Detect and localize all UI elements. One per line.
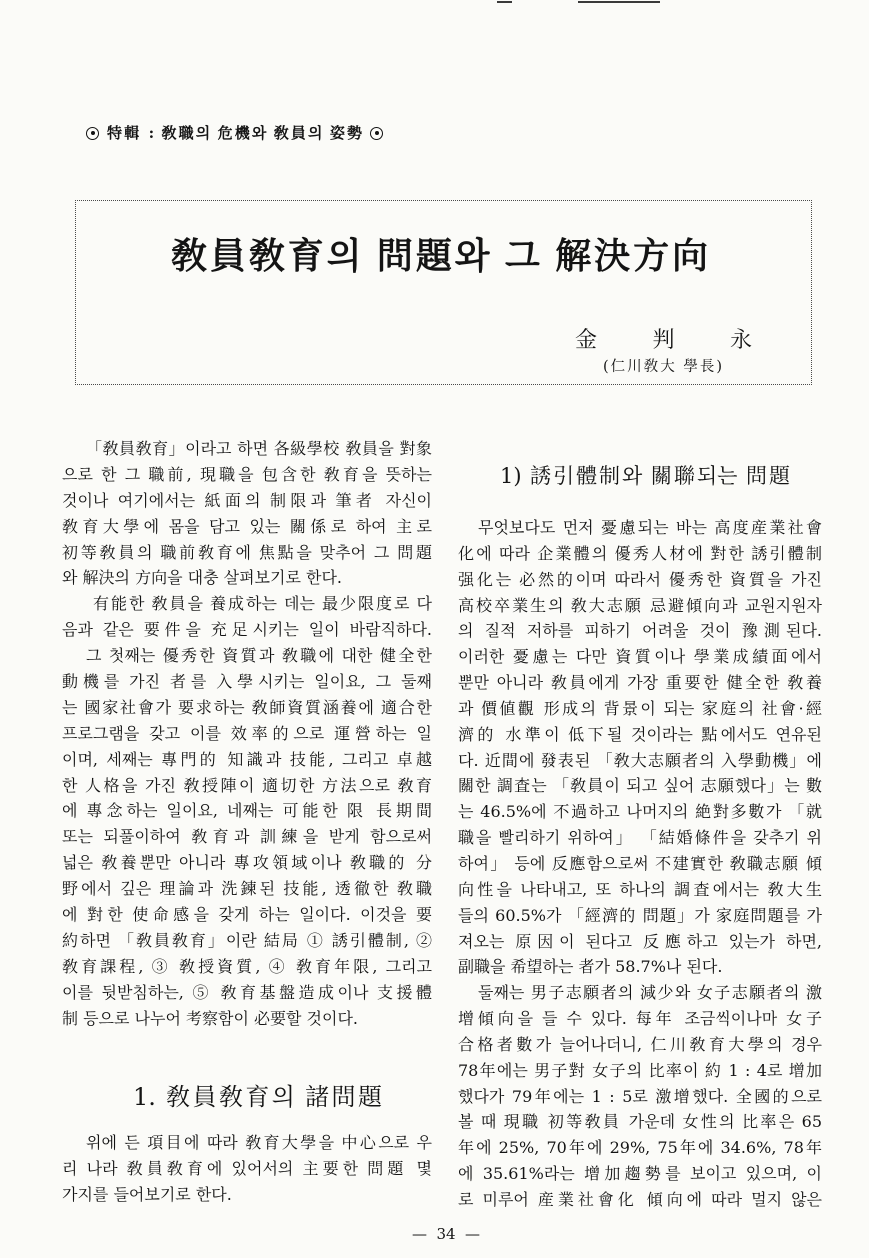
top-edge-mark bbox=[578, 1, 660, 3]
text-line: 「敎員敎育」이라고 하면 各級學校 敎員을 對象 bbox=[86, 439, 432, 458]
text-line: 에 對한 使命感을 갖게 하는 일이다. 이것을 要 bbox=[62, 905, 432, 925]
text-line: 또는 되풀이하여 敎育과 訓練을 받게 함으로써 bbox=[62, 827, 432, 847]
text-line: 다. 近間에 發表된 「敎大志願者의 入學動機」에 bbox=[458, 750, 822, 770]
text-line: 들의 60.5%가 「經濟的 問題」가 家庭問題를 가 bbox=[458, 905, 822, 925]
author-name: 金 判 永 bbox=[575, 328, 752, 353]
text-line: 로 미루어 産業社會化 傾向에 따라 멀지 않은 bbox=[458, 1189, 822, 1209]
text-line: 이며, 세째는 專門的 知識과 技能, 그리고 卓越 bbox=[62, 749, 432, 769]
text-line: 프로그램을 갖고 이를 效率的으로 運營하는 일 bbox=[62, 723, 432, 743]
text-line: 이를 뒷받침하는, ⑤ 敎育基盤造成이나 支援體 bbox=[62, 982, 432, 1002]
paragraph bbox=[458, 515, 822, 980]
title-box bbox=[75, 200, 812, 385]
text-line: 무엇보다도 먼저 憂慮되는 바는 高度産業社會 bbox=[478, 518, 822, 537]
text-line: 敎育大學에 몸을 담고 있는 關係로 하여 主로 bbox=[62, 516, 432, 536]
series-header bbox=[86, 122, 383, 144]
text-line: 向性을 나타내고, 또 하나의 調査에서는 敎大生 bbox=[458, 879, 822, 899]
article-title: 敎員敎育의 問題와 그 解決方向 bbox=[171, 235, 708, 277]
text-line: 78年에는 男子對 女子의 比率이 約 1 : 4로 增加 bbox=[458, 1060, 822, 1080]
subsection-heading: 1) 誘引體制와 關聯되는 問題 bbox=[500, 464, 790, 488]
text-line: 한 人格을 가진 敎授陣이 適切한 方法으로 敎育 bbox=[62, 775, 432, 795]
left-column-section-body bbox=[62, 1130, 432, 1208]
series-label: 特輯 : 敎職의 危機와 敎員의 姿勢 bbox=[107, 124, 362, 142]
text-line: 職을 빨리하기 위하여」 「結婚條件을 갖추기 위 bbox=[458, 828, 822, 848]
text-line: 强化는 必然的이며 따라서 優秀한 資質을 가진 bbox=[458, 569, 822, 589]
paragraph bbox=[62, 436, 432, 591]
section-heading: 1. 敎員敎育의 諸問題 bbox=[133, 1083, 382, 1111]
text-line: 化에 따라 企業體의 優秀人材에 對한 誘引體制 bbox=[458, 543, 822, 563]
circled-dot-icon bbox=[86, 127, 99, 140]
text-line: 져오는 原因이 된다고 反應하고 있는가 하면, bbox=[458, 931, 822, 951]
text-line: 動機를 가진 者를 入學시키는 일이요, 그 둘째 bbox=[62, 672, 432, 692]
text-line: 그 첫째는 優秀한 資質과 敎職에 대한 健全한 bbox=[86, 646, 432, 666]
paragraph bbox=[62, 643, 432, 1031]
paragraph bbox=[62, 591, 432, 643]
text-line: 에 35.61%라는 增加趨勢를 보이고 있으며, 이 bbox=[458, 1164, 822, 1184]
text-line: 關한 調査는 「敎員이 되고 싶어 志願했다」는 數 bbox=[458, 776, 822, 796]
text-line: 約하면 「敎員敎育」이란 結局 ① 誘引體制, ② bbox=[62, 930, 432, 950]
text-line: 하여」 등에 反應함으로써 不建實한 敎職志願 傾 bbox=[458, 853, 822, 873]
text-line: 와 解決의 方向을 대충 살펴보기로 한다. bbox=[62, 568, 342, 588]
page-number: — 34 — bbox=[412, 1225, 480, 1243]
text-line: 넓은 敎養뿐만 아니라 專攻領域이나 敎職的 分 bbox=[62, 853, 432, 873]
text-line: 는 46.5%에 不過하고 나머지의 絶對多數가 「就 bbox=[458, 802, 822, 822]
text-line: 制 등으로 나누어 考察함이 必要할 것이다. bbox=[62, 1008, 358, 1028]
paragraph bbox=[458, 980, 822, 1213]
text-line: 가지를 들어보기로 한다. bbox=[62, 1185, 232, 1204]
left-column bbox=[62, 436, 432, 1031]
top-edge-mark bbox=[497, 1, 512, 3]
circled-dot-icon bbox=[370, 127, 383, 140]
text-line: 이러한 憂慮는 다만 資質이나 學業成績面에서 bbox=[458, 647, 822, 667]
text-line: 增傾向을 들 수 있다. 每年 조금씩이나마 女子 bbox=[458, 1009, 822, 1029]
text-line: 敎育課程, ③ 敎授資質, ④ 敎育年限, 그리고 bbox=[62, 956, 432, 976]
text-line: 初等敎員의 職前敎育에 焦點을 맞추어 그 問題 bbox=[62, 542, 432, 562]
text-line: 뿐만 아니라 敎員에게 가장 重要한 健全한 敎養 bbox=[458, 673, 822, 693]
text-line: 위에 든 項目에 따라 敎育大學을 中心으로 우 bbox=[86, 1133, 432, 1152]
text-line: 것이나 여기에서는 紙面의 制限과 筆者 자신이 bbox=[62, 490, 432, 510]
author-affiliation: (仁川敎大 學長) bbox=[603, 359, 722, 375]
text-line: 有能한 敎員을 養成하는 데는 最少限度로 다 bbox=[93, 594, 432, 614]
text-line: 濟的 水準이 低下될 것이라는 點에서도 연유된 bbox=[458, 724, 822, 744]
text-line: 과 價値觀 形成의 背景이 되는 家庭의 社會·經 bbox=[458, 698, 822, 718]
text-line: 으로 한 그 職前, 現職을 包含한 敎育을 뜻하는 bbox=[62, 464, 432, 484]
text-line: 의 질적 저하를 피하기 어려울 것이 豫測된다. bbox=[458, 621, 822, 641]
text-line: 음과 같은 要件을 充足시키는 일이 바람직하다. bbox=[62, 620, 432, 640]
text-line: 年에 25%, 70年에 29%, 75年에 34.6%, 78年 bbox=[458, 1138, 822, 1158]
text-line: 副職을 希望하는 者가 58.7%나 된다. bbox=[458, 957, 723, 977]
text-line: 했다가 79年에는 1 : 5로 激增했다. 全國的으로 bbox=[458, 1086, 822, 1106]
text-line: 에 專念하는 일이요, 네째는 可能한 限 長期間 bbox=[62, 801, 432, 821]
text-line: 合格者數가 늘어나더니, 仁川敎育大學의 경우 bbox=[458, 1034, 822, 1054]
text-line: 둘째는 男子志願者의 減少와 女子志願者의 激 bbox=[478, 983, 822, 1003]
right-column bbox=[458, 515, 822, 1213]
paragraph bbox=[62, 1130, 432, 1208]
text-line: 리 나라 敎員敎育에 있어서의 主要한 問題 몇 bbox=[62, 1159, 432, 1178]
text-line: 는 國家社會가 要求하는 敎師資質涵養에 適合한 bbox=[62, 697, 432, 717]
text-line: 高校卒業生의 敎大志願 忌避傾向과 교원지원자 bbox=[458, 595, 822, 615]
text-line: 볼 때 現職 初等敎員 가운데 女性의 比率은 65 bbox=[458, 1112, 822, 1132]
text-line: 野에서 깊은 理論과 洗鍊된 技能, 透徹한 敎職 bbox=[62, 879, 432, 899]
